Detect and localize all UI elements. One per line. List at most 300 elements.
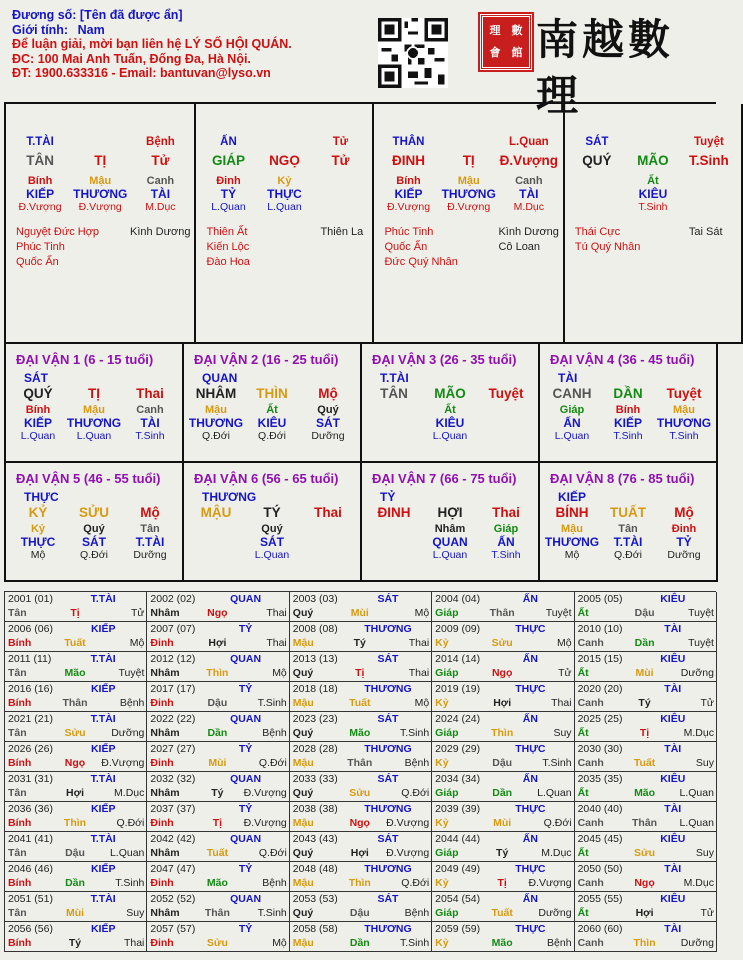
year-cell[interactable] bbox=[575, 772, 717, 802]
dai-van-hidden-row bbox=[10, 523, 178, 535]
year-bottom bbox=[8, 727, 144, 741]
year-top bbox=[8, 623, 144, 637]
year-cell[interactable] bbox=[575, 892, 717, 922]
year-cell[interactable] bbox=[5, 862, 147, 892]
year-bottom bbox=[578, 937, 714, 951]
year-stem: Quý bbox=[292, 786, 314, 799]
year-row bbox=[5, 802, 716, 832]
dai-van-role bbox=[300, 535, 356, 549]
dai-van-stage: T.Sinh bbox=[135, 430, 165, 442]
year-cell[interactable] bbox=[575, 682, 717, 712]
dai-van-role: QUAN bbox=[432, 535, 468, 549]
year-bottom bbox=[435, 727, 571, 741]
dai-van-god: TỶ bbox=[380, 490, 396, 504]
year-label: 2026 (26) bbox=[8, 743, 53, 755]
pillar-stem-branch: Tử bbox=[331, 153, 350, 168]
year-branch: Mùi bbox=[635, 666, 654, 679]
star-left: Tú Quý Nhân bbox=[574, 241, 641, 253]
dai-van-hidden bbox=[300, 523, 356, 535]
dai-van-stem-branch-row bbox=[10, 505, 178, 520]
year-god: TỶ bbox=[238, 863, 253, 875]
year-cell[interactable] bbox=[290, 592, 432, 622]
dai-van-stem-branch: ĐINH bbox=[377, 505, 411, 520]
contact-phone-email: ĐT: 1900.633316 - Email: bantuvan@lyso.vn bbox=[12, 66, 271, 80]
dai-van-stem-branch: CANH bbox=[552, 386, 592, 401]
year-stem: Giáp bbox=[435, 906, 459, 919]
year-top bbox=[435, 593, 571, 607]
hidden-stem-row bbox=[200, 175, 368, 187]
year-stage: Tuyệt bbox=[688, 606, 714, 619]
year-bottom bbox=[578, 787, 714, 801]
year-top bbox=[435, 773, 571, 787]
year-label: 2031 (31) bbox=[8, 773, 53, 785]
year-cell[interactable] bbox=[432, 592, 574, 622]
year-bottom bbox=[435, 757, 571, 771]
year-bottom bbox=[578, 727, 714, 741]
dai-van-row bbox=[6, 463, 716, 582]
dai-van-stem-branch: Tuyệt bbox=[488, 386, 524, 401]
year-stem: Tân bbox=[8, 606, 27, 619]
dai-van-god: TÀI bbox=[558, 371, 578, 385]
year-row bbox=[5, 682, 716, 712]
year-row bbox=[5, 712, 716, 742]
dai-van-hidden: Giáp bbox=[559, 404, 585, 416]
year-stem: Mậu bbox=[292, 816, 314, 829]
year-god: TÀI bbox=[664, 863, 682, 875]
year-top bbox=[578, 863, 714, 877]
year-branch: Ngọ bbox=[207, 606, 228, 619]
dai-van-role: KIÊU bbox=[257, 416, 287, 430]
year-top bbox=[150, 833, 286, 847]
year-cell[interactable] bbox=[5, 712, 147, 742]
year-bottom bbox=[435, 697, 571, 711]
year-label: 2015 (15) bbox=[577, 653, 623, 665]
dai-van-stage: Mộ bbox=[564, 549, 580, 561]
year-branch: Tị bbox=[355, 666, 365, 679]
year-branch: Sửu bbox=[64, 726, 86, 739]
seal-stamp bbox=[480, 14, 532, 70]
year-stage: Q.Đới bbox=[116, 816, 145, 829]
gender-value: Nam bbox=[77, 22, 105, 37]
dai-van-god: KIẾP bbox=[558, 490, 587, 504]
hidden-role: KIẾP bbox=[26, 187, 55, 201]
year-cell[interactable] bbox=[575, 862, 717, 892]
year-branch: Tý bbox=[496, 846, 509, 859]
hidden-stem: Kỷ bbox=[277, 175, 292, 187]
year-cell[interactable] bbox=[432, 742, 574, 772]
year-cell[interactable] bbox=[575, 922, 717, 952]
year-label: 2025 (25) bbox=[577, 713, 623, 725]
year-top bbox=[150, 893, 286, 907]
year-bottom bbox=[578, 907, 714, 921]
year-cell[interactable] bbox=[290, 862, 432, 892]
year-bottom bbox=[150, 727, 286, 741]
year-stage: Đ.Vượng bbox=[386, 816, 430, 829]
year-top bbox=[578, 773, 714, 787]
year-cell[interactable] bbox=[290, 922, 432, 952]
dai-van-role-row bbox=[366, 416, 534, 430]
year-cell[interactable] bbox=[147, 892, 289, 922]
hidden-stem: Ất bbox=[647, 175, 659, 187]
year-cell[interactable] bbox=[5, 802, 147, 832]
year-cell[interactable] bbox=[147, 862, 289, 892]
year-stage: Mộ bbox=[129, 636, 145, 649]
dai-van-hidden bbox=[188, 523, 244, 535]
year-cell[interactable] bbox=[290, 832, 432, 862]
dai-van-god: THƯƠNG bbox=[202, 490, 257, 504]
year-cell[interactable] bbox=[432, 682, 574, 712]
year-label: 2012 (12) bbox=[150, 653, 196, 665]
year-stage: Bệnh bbox=[547, 936, 572, 949]
year-bottom bbox=[293, 817, 429, 831]
hidden-role: KIẾP bbox=[394, 187, 423, 201]
year-cell[interactable] bbox=[147, 742, 289, 772]
hidden-stem bbox=[569, 175, 625, 187]
year-bottom bbox=[578, 667, 714, 681]
hidden-role-row bbox=[569, 187, 737, 201]
dai-van-stage bbox=[300, 549, 356, 561]
dai-van-stem-branch: Thai bbox=[136, 386, 164, 401]
year-bottom bbox=[150, 907, 286, 921]
growth-stage-row bbox=[200, 201, 368, 213]
year-cell[interactable] bbox=[5, 622, 147, 652]
dai-van-stem-branch: DẦN bbox=[613, 386, 643, 401]
year-stem: Quý bbox=[292, 726, 314, 739]
year-top bbox=[435, 923, 571, 937]
year-stem: Giáp bbox=[435, 666, 459, 679]
year-cell[interactable] bbox=[147, 682, 289, 712]
year-bottom bbox=[578, 607, 714, 621]
year-cell[interactable] bbox=[432, 712, 574, 742]
year-stage: Q.Đới bbox=[258, 756, 287, 769]
star-row bbox=[575, 240, 737, 255]
year-branch: Mùi bbox=[350, 606, 369, 619]
year-stage: Suy bbox=[553, 726, 572, 739]
year-bottom bbox=[293, 667, 429, 681]
dai-van-stage: Q.Đới bbox=[202, 430, 230, 442]
dai-van-hidden: Ất bbox=[266, 404, 278, 416]
year-cell[interactable] bbox=[290, 622, 432, 652]
year-cell[interactable] bbox=[147, 712, 289, 742]
year-cell[interactable] bbox=[5, 892, 147, 922]
year-branch: Tị bbox=[497, 876, 507, 889]
year-bottom bbox=[293, 877, 429, 891]
year-god: SÁT bbox=[377, 593, 399, 605]
year-god: QUAN bbox=[230, 893, 262, 905]
year-cell[interactable] bbox=[575, 622, 717, 652]
pillar-god bbox=[256, 136, 312, 148]
year-cell[interactable] bbox=[432, 862, 574, 892]
year-stage: T.Sinh bbox=[257, 696, 287, 709]
year-bottom bbox=[578, 847, 714, 861]
dai-van-hidden bbox=[366, 523, 422, 535]
year-stage: Thai bbox=[266, 636, 287, 649]
year-cell[interactable] bbox=[290, 682, 432, 712]
year-god: KIÊU bbox=[660, 833, 686, 845]
star-right: Tai Sát bbox=[688, 226, 723, 238]
year-god: ẤN bbox=[522, 833, 538, 845]
pillar-cell bbox=[565, 104, 743, 344]
dai-van-role: T.TÀI bbox=[613, 535, 643, 549]
dai-van-role: KIẾP bbox=[613, 416, 642, 430]
dai-van-cell bbox=[362, 463, 540, 582]
year-stage: Đ.Vượng bbox=[243, 786, 287, 799]
year-top bbox=[435, 683, 571, 697]
year-cell[interactable] bbox=[290, 772, 432, 802]
year-stem: Ất bbox=[577, 606, 589, 619]
year-top bbox=[150, 683, 286, 697]
year-top bbox=[150, 803, 286, 817]
year-stem: Nhâm bbox=[150, 906, 180, 919]
dai-van-stage bbox=[188, 549, 244, 561]
year-cell[interactable] bbox=[5, 742, 147, 772]
dai-van-stem-branch: Mộ bbox=[140, 505, 160, 520]
star-left: Đức Quý Nhân bbox=[384, 256, 458, 268]
year-branch: Sửu bbox=[349, 786, 371, 799]
year-top bbox=[8, 923, 144, 937]
dai-van-stage bbox=[366, 549, 422, 561]
hidden-stem-row bbox=[378, 175, 558, 187]
year-top bbox=[435, 713, 571, 727]
year-cell[interactable] bbox=[575, 802, 717, 832]
star-left: Kiến Lộc bbox=[206, 241, 250, 253]
dai-van-hidden: Tân bbox=[618, 523, 638, 535]
year-branch: Dần bbox=[492, 786, 513, 799]
year-cell[interactable] bbox=[147, 832, 289, 862]
year-stage: Thai bbox=[408, 636, 430, 649]
year-stem: Giáp bbox=[435, 726, 459, 739]
year-bottom bbox=[293, 607, 429, 621]
year-god: TỶ bbox=[238, 923, 253, 935]
year-cell[interactable] bbox=[432, 832, 574, 862]
year-stem: Canh bbox=[577, 936, 604, 949]
star-right: Thiên La bbox=[320, 226, 364, 238]
year-branch: Tý bbox=[211, 786, 224, 799]
dai-van-stage: L.Quan bbox=[254, 549, 290, 561]
year-stage: Mộ bbox=[414, 696, 430, 709]
dai-van-hidden-row bbox=[366, 523, 534, 535]
dai-van-stage-row bbox=[188, 549, 356, 561]
dai-van-stage-row bbox=[366, 430, 534, 442]
year-cell[interactable] bbox=[147, 772, 289, 802]
qr-code[interactable] bbox=[378, 18, 448, 88]
year-branch: Thân bbox=[204, 906, 230, 919]
year-cell[interactable] bbox=[575, 742, 717, 772]
dai-van-stem-branch-row bbox=[188, 386, 356, 401]
year-top bbox=[150, 773, 286, 787]
year-top bbox=[8, 773, 144, 787]
year-god: TÀI bbox=[664, 623, 682, 635]
dai-van-god: QUAN bbox=[202, 371, 238, 385]
pillar-stem-branch: QUÝ bbox=[582, 153, 612, 168]
year-label: 2041 (41) bbox=[8, 833, 53, 845]
year-stage: Bệnh bbox=[262, 876, 287, 889]
year-cell[interactable] bbox=[147, 622, 289, 652]
pillar-god-row bbox=[569, 136, 737, 148]
star-list bbox=[569, 225, 737, 255]
growth-stage: T.Sinh bbox=[638, 201, 668, 213]
growth-stage: Đ.Vượng bbox=[447, 201, 491, 213]
year-cell[interactable] bbox=[147, 802, 289, 832]
year-stage: Mộ bbox=[556, 636, 572, 649]
year-stage: Thai bbox=[408, 666, 430, 679]
pillar-god bbox=[70, 136, 130, 148]
year-god: ẤN bbox=[522, 713, 538, 725]
year-stem: Nhâm bbox=[150, 786, 180, 799]
year-branch: Dần bbox=[634, 636, 655, 649]
contact-address: ĐC: 100 Mai Anh Tuấn, Đống Đa, Hà Nội. bbox=[12, 51, 251, 66]
year-cell[interactable] bbox=[290, 802, 432, 832]
year-label: 2002 (02) bbox=[150, 593, 196, 605]
year-cell[interactable] bbox=[290, 712, 432, 742]
year-label: 2020 (20) bbox=[577, 683, 623, 695]
year-label: 2054 (54) bbox=[435, 893, 481, 905]
year-stem: Bính bbox=[8, 816, 32, 829]
year-label: 2047 (47) bbox=[150, 863, 196, 875]
year-branch: Dần bbox=[207, 726, 228, 739]
year-god: T.TÀI bbox=[90, 653, 116, 665]
pillar-stem-branch: NGỌ bbox=[269, 153, 300, 168]
growth-stage-row bbox=[10, 201, 190, 213]
year-cell[interactable] bbox=[147, 652, 289, 682]
year-cell[interactable] bbox=[290, 652, 432, 682]
year-cell[interactable] bbox=[432, 802, 574, 832]
dai-van-hidden: Bính bbox=[25, 404, 51, 416]
dai-van-hidden: Đinh bbox=[671, 523, 697, 535]
year-stem: Kỷ bbox=[435, 876, 449, 889]
year-label: 2016 (16) bbox=[8, 683, 53, 695]
year-bottom bbox=[435, 637, 571, 651]
year-stage: M.Dục bbox=[114, 786, 145, 799]
year-god: KIÊU bbox=[660, 653, 686, 665]
year-stage: Suy bbox=[695, 846, 714, 859]
year-stage: Dưỡng bbox=[111, 726, 145, 739]
year-top bbox=[578, 683, 714, 697]
year-stage: T.Sinh bbox=[115, 876, 145, 889]
dai-van-role-row bbox=[544, 535, 712, 549]
year-cell[interactable] bbox=[5, 682, 147, 712]
year-label: 2032 (32) bbox=[150, 773, 196, 785]
year-cell[interactable] bbox=[5, 652, 147, 682]
year-bottom bbox=[8, 787, 144, 801]
year-label: 2007 (07) bbox=[150, 623, 196, 635]
dai-van-stem-branch-row bbox=[188, 505, 356, 520]
year-cell[interactable] bbox=[5, 772, 147, 802]
dai-van-stem-branch: BÍNH bbox=[555, 505, 589, 520]
dai-van-stem-branch-row bbox=[366, 505, 534, 520]
dai-van-role: THƯƠNG bbox=[188, 416, 244, 430]
dai-van-hidden bbox=[366, 404, 422, 416]
year-top bbox=[578, 593, 714, 607]
year-label: 2006 (06) bbox=[8, 623, 53, 635]
year-bottom bbox=[578, 877, 714, 891]
dai-van-stage: L.Quan bbox=[432, 430, 468, 442]
year-cell[interactable] bbox=[5, 922, 147, 952]
pillar-god: Tử bbox=[332, 136, 349, 148]
year-god: TÀI bbox=[664, 743, 682, 755]
year-top bbox=[293, 893, 429, 907]
year-top bbox=[150, 593, 286, 607]
year-cell[interactable] bbox=[575, 652, 717, 682]
year-cell[interactable] bbox=[575, 832, 717, 862]
year-cell[interactable] bbox=[432, 892, 574, 922]
year-bottom bbox=[578, 757, 714, 771]
dai-van-stage: Dưỡng bbox=[311, 430, 345, 442]
year-label: 2039 (39) bbox=[435, 803, 481, 815]
pillar-stem-branch: TỊ bbox=[462, 153, 475, 168]
hidden-stem-row bbox=[569, 175, 737, 187]
year-cell[interactable] bbox=[575, 592, 717, 622]
year-stage: Tuyệt bbox=[545, 606, 572, 619]
year-cell[interactable] bbox=[432, 922, 574, 952]
year-cell[interactable] bbox=[575, 712, 717, 742]
dai-van-stage: Q.Đới bbox=[80, 549, 108, 561]
dai-van-role bbox=[366, 535, 422, 549]
year-label: 2050 (50) bbox=[577, 863, 623, 875]
dai-van-role bbox=[188, 535, 244, 549]
year-label: 2058 (58) bbox=[292, 923, 338, 935]
year-cell[interactable] bbox=[5, 832, 147, 862]
year-stem: Bính bbox=[8, 696, 32, 709]
dai-van-role: TỶ bbox=[676, 535, 692, 549]
year-god: T.TÀI bbox=[90, 713, 116, 725]
year-branch: Hợi bbox=[493, 696, 512, 709]
year-branch: Dậu bbox=[65, 846, 85, 859]
year-bottom bbox=[150, 877, 286, 891]
year-top bbox=[293, 683, 429, 697]
year-cell[interactable] bbox=[290, 742, 432, 772]
year-cell[interactable] bbox=[5, 592, 147, 622]
year-god: T.TÀI bbox=[90, 833, 116, 845]
year-top bbox=[293, 593, 429, 607]
year-bottom bbox=[435, 937, 571, 951]
year-stage: Tuyệt bbox=[118, 666, 145, 679]
year-stem: Đinh bbox=[150, 696, 174, 709]
year-cell[interactable] bbox=[432, 652, 574, 682]
year-stage: Q.Đới bbox=[543, 816, 572, 829]
year-cell[interactable] bbox=[147, 922, 289, 952]
pillar-stem-branch: ĐINH bbox=[392, 153, 426, 168]
year-cell[interactable] bbox=[290, 892, 432, 922]
year-top bbox=[435, 743, 571, 757]
year-cell[interactable] bbox=[432, 772, 574, 802]
year-cell[interactable] bbox=[432, 622, 574, 652]
dai-van-stem-branch: QUÝ bbox=[23, 386, 53, 401]
star-left: Quốc Ấn bbox=[16, 256, 59, 268]
year-bottom bbox=[8, 637, 144, 651]
dai-van-role: THƯƠNG bbox=[656, 416, 712, 430]
year-god: TỶ bbox=[238, 683, 253, 695]
year-row bbox=[5, 652, 716, 682]
hidden-role-row bbox=[10, 187, 190, 201]
dai-van-stem-branch: HỢI bbox=[437, 505, 463, 520]
year-branch: Tý bbox=[68, 936, 82, 949]
dai-van-role: KIÊU bbox=[435, 416, 465, 430]
dai-van-role bbox=[478, 416, 534, 430]
dai-van-hidden: Tân bbox=[140, 523, 160, 535]
year-stem: Nhâm bbox=[150, 666, 180, 679]
dai-van-role: TÀI bbox=[140, 416, 160, 430]
dai-van-hidden-row bbox=[10, 404, 178, 416]
year-cell[interactable] bbox=[147, 592, 289, 622]
pillar-god: T.TÀI bbox=[26, 136, 54, 148]
dai-van-hidden: Quý bbox=[261, 523, 283, 535]
year-stem: Đinh bbox=[150, 816, 174, 829]
star-row bbox=[206, 225, 368, 240]
hidden-role-row bbox=[200, 187, 368, 201]
year-branch: Ngọ bbox=[491, 666, 513, 679]
year-stage: Mộ bbox=[272, 666, 287, 679]
